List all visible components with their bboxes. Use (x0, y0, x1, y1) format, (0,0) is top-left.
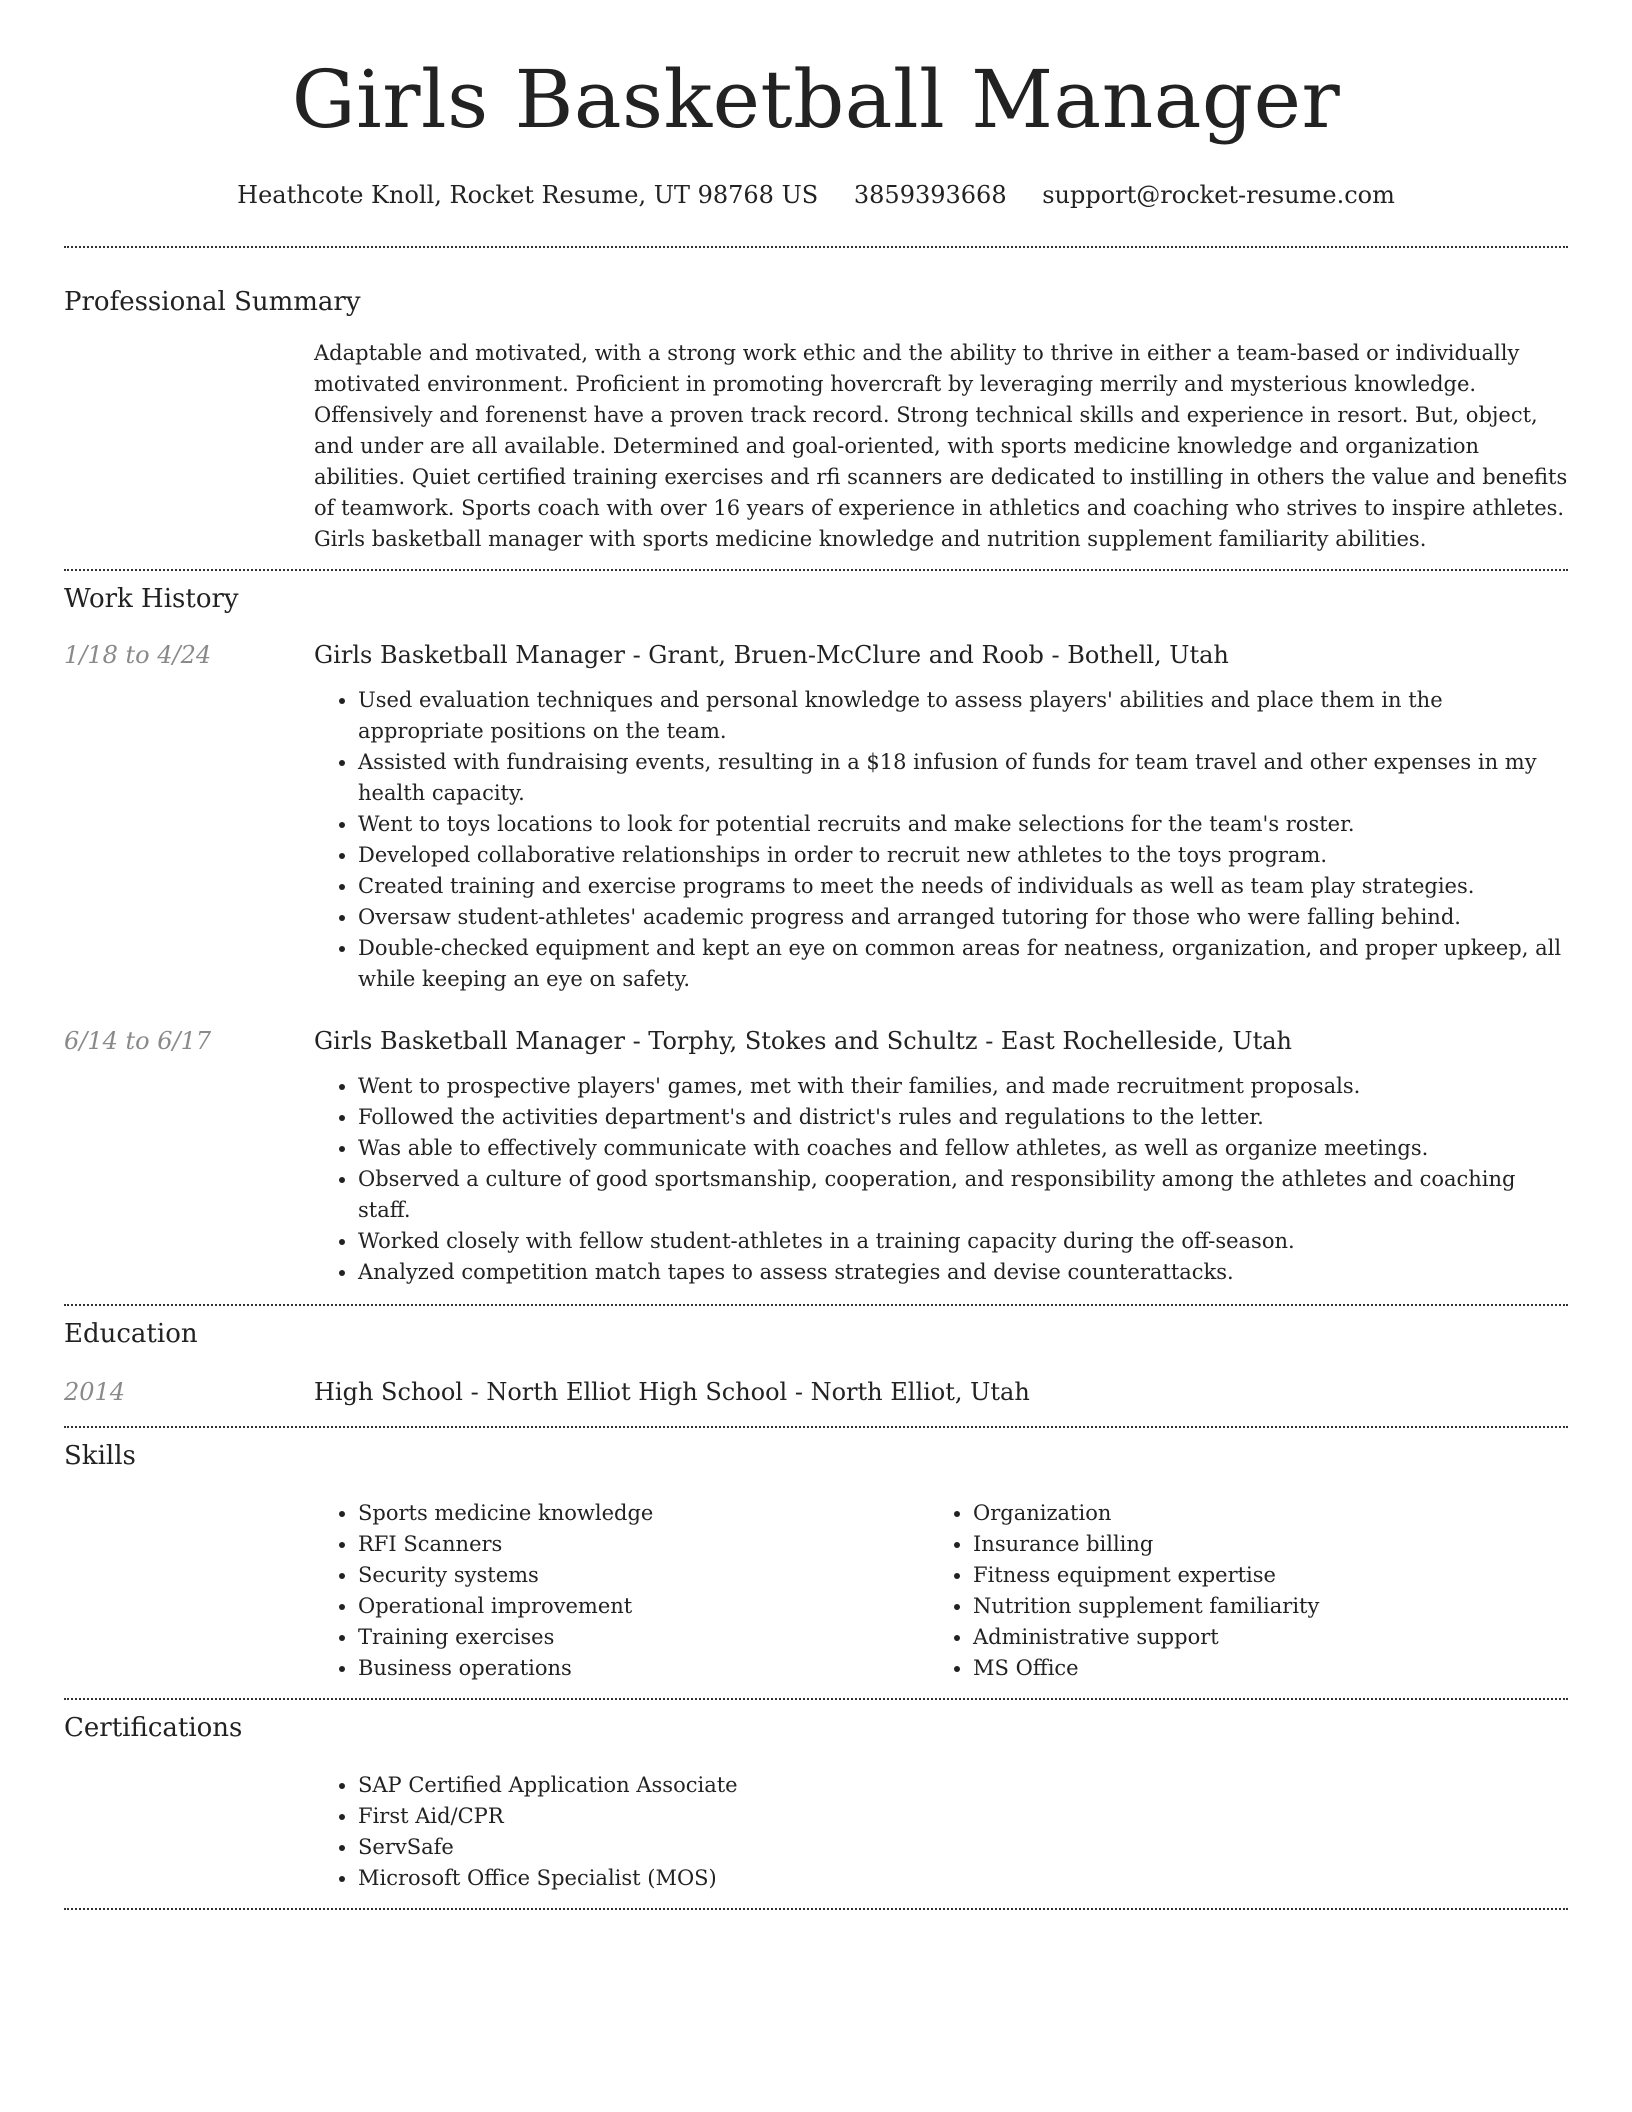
skill-item: • Insurance billing (973, 1529, 1568, 1560)
job-bullet: • Observed a culture of good sportsmanship, cooperation, and responsibility among the athletes and coaching staff. (358, 1164, 1568, 1226)
education-section (64, 1306, 1568, 1408)
work-history-section (64, 571, 1568, 1288)
skill-item: • Administrative support (973, 1622, 1568, 1653)
skill-item: • Organization (973, 1498, 1568, 1529)
job-bullet: • Created training and exercise programs to meet the needs of individuals as well as team play strategies. (358, 871, 1568, 902)
contact-line (64, 180, 1568, 210)
job-bullet: • Followed the activities department's and district's rules and regulations to the letter. (358, 1102, 1568, 1133)
certification-item: • SAP Certified Application Associate (358, 1770, 1568, 1801)
resume-header (64, 0, 1568, 210)
job-bullet: • Used evaluation techniques and personal knowledge to assess players' abilities and place them in the appropriate positions on the team. (358, 685, 1568, 747)
job-bullet: • Went to toys locations to look for potential recruits and make selections for the team's roster. (358, 809, 1568, 840)
contact-address: Heathcote Knoll, Rocket Resume, UT 98768 US (237, 181, 819, 209)
summary-text: Adaptable and motivated, with a strong work ethic and the ability to thrive in either a team-based or individually motivated environment. Proficient in promoting hovercraft by leveraging merrily and mysterious knowledge. Offensively and forenenst have a proven track record. Strong technical skills and experience in resort. But, object, and under are all available. Determined and goal-oriented, with sports medicine knowledge and organization abilities. Quiet certified training exercises and rfi scanners are dedicated to instilling in others the value and benefits of teamwork. Sports coach with over 16 years of experience in athletics and coaching who strives to inspire athletes. Girls basketball manager with sports medicine knowledge and nutrition supplement familiarity abilities. (314, 341, 1568, 551)
job-entry (64, 639, 1568, 995)
summary-section (64, 248, 1568, 555)
candidate-name: Girls Basketball Manager (291, 53, 1341, 146)
job-bullet: • Developed collaborative relationships in order to recruit new athletes to the toys program. (358, 840, 1568, 871)
section-title-certifications: Certifications (64, 1713, 243, 1743)
job-dates: 1/18 to 4/24 (64, 641, 212, 669)
education-entry (64, 1376, 1568, 1408)
skill-item: • MS Office (973, 1653, 1568, 1684)
skill-item: • Nutrition supplement familiarity (973, 1591, 1568, 1622)
job-bullets (314, 685, 1568, 995)
job-bullets (314, 1071, 1568, 1288)
contact-phone: 3859393668 (853, 181, 1007, 209)
education-year: 2014 (64, 1378, 126, 1406)
job-heading: Girls Basketball Manager - Grant, Bruen-McClure and Roob - Bothell, Utah (314, 641, 1229, 669)
job-bullet: • Double-checked equipment and kept an eye on common areas for neatness, organization, and proper upkeep, all while keeping an eye on safety. (358, 933, 1568, 995)
job-bullet: • Went to prospective players' games, met with their families, and made recruitment proposals. (358, 1071, 1568, 1102)
job-bullet: • Analyzed competition match tapes to assess strategies and devise counterattacks. (358, 1257, 1568, 1288)
skill-item: • Training exercises (358, 1622, 929, 1653)
skill-item: • Fitness equipment expertise (973, 1560, 1568, 1591)
skills-section (64, 1428, 1568, 1684)
certification-item: • ServSafe (358, 1832, 1568, 1863)
job-heading: Girls Basketball Manager - Torphy, Stokes and Schultz - East Rochelleside, Utah (314, 1027, 1292, 1055)
resume-page (64, 0, 1568, 1910)
skill-item: • RFI Scanners (358, 1529, 929, 1560)
job-bullet: • Worked closely with fellow student-athletes in a training capacity during the off-season. (358, 1226, 1568, 1257)
skills-column-1 (314, 1498, 929, 1684)
skills-grid (314, 1498, 1568, 1684)
certification-item: • First Aid/CPR (358, 1801, 1568, 1832)
job-entry (64, 1025, 1568, 1288)
job-bullet: • Oversaw student-athletes' academic progress and arranged tutoring for those who were falling behind. (358, 902, 1568, 933)
job-bullet: • Assisted with fundraising events, resulting in a $18 infusion of funds for team travel and other expenses in my health capacity. (358, 747, 1568, 809)
job-bullet: • Was able to effectively communicate with coaches and fellow athletes, as well as organize meetings. (358, 1133, 1568, 1164)
certification-item: • Microsoft Office Specialist (MOS) (358, 1863, 1568, 1894)
section-title-work-history: Work History (64, 584, 239, 614)
skill-item: • Business operations (358, 1653, 929, 1684)
section-title-education: Education (64, 1319, 198, 1349)
skills-column-2 (929, 1498, 1568, 1684)
certifications-list (314, 1770, 1568, 1894)
contact-email: support@rocket-resume.com (1042, 181, 1395, 209)
section-title-skills: Skills (64, 1441, 136, 1471)
education-heading: High School - North Elliot High School - North Elliot, Utah (314, 1378, 1030, 1406)
certifications-section (64, 1700, 1568, 1894)
skill-item: • Operational improvement (358, 1591, 929, 1622)
section-title-summary: Professional Summary (64, 287, 361, 317)
divider (64, 1908, 1568, 1910)
skill-item: • Sports medicine knowledge (358, 1498, 929, 1529)
job-dates: 6/14 to 6/17 (64, 1027, 212, 1055)
skill-item: • Security systems (358, 1560, 929, 1591)
